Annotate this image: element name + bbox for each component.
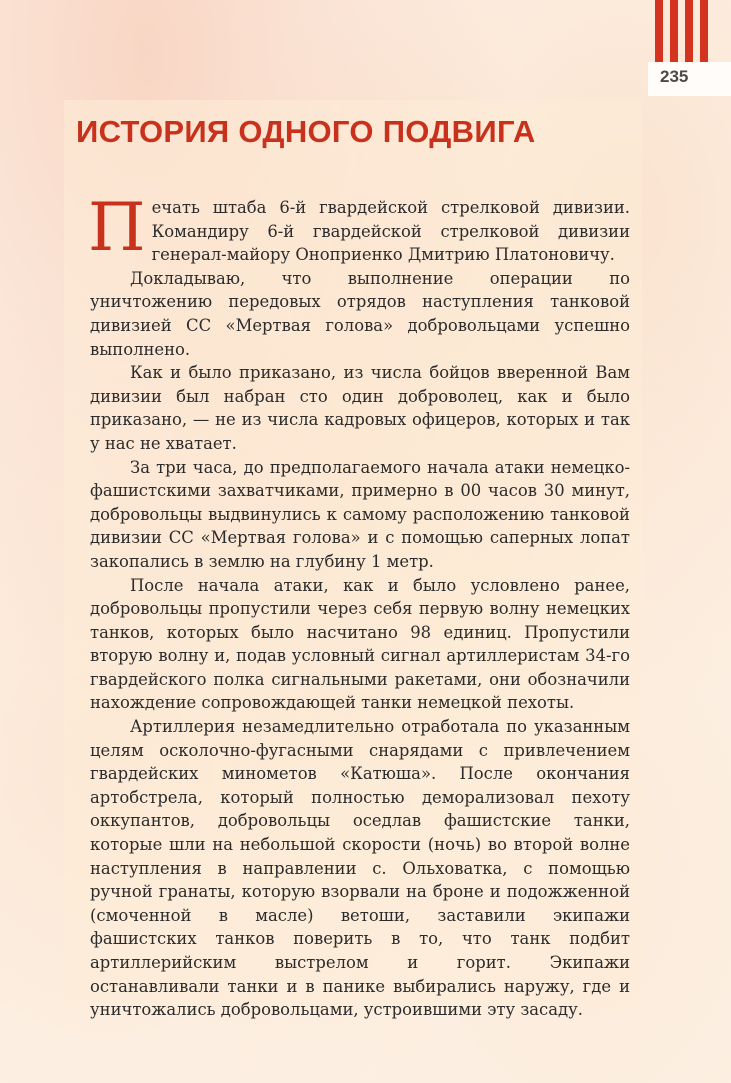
decorative-stripe — [700, 0, 708, 62]
paragraph: За три часа, до предполагаемого начала атаки немецко-фашистскими захватчиками, примерно в 00 часов 30 минут, добровольцы выдвинулись к самому расположению танковой дивизии СС «Мертвая голова» и с помощью саперных лопат закопались в землю на глубину 1 метр. — [90, 457, 630, 571]
paragraph: Артиллерия незамедлительно отработала по указанным целям осколочно-фугасными снарядами с привлечением гвардейских минометов «Катюша». После окончания артобстрела, который полностью деморализовал пехоту оккупантов, добровольцы оседлав фашистские танки, которые шли на небольшой скорости (ночь) во второй волне наступления в направлении с. Ольховатка, с помощью ручной гранаты, которую взорвали на броне и подожженной (смоченной в масле) ветоши, заставили экипажи фашистских танков поверить в то, что танк подбит артиллерийским выстрелом и горит. Экипажи останавливали танки и в панике выбирались наружу, где и уничтожались добровольцами, устроившими эту засаду. — [90, 717, 630, 1020]
article-body — [88, 189, 630, 1022]
decorative-stripe — [670, 0, 678, 62]
paragraph — [88, 189, 630, 267]
decorative-stripe — [655, 0, 663, 62]
paragraph: Докладываю, что выполнение операции по уничтожению передовых отрядов наступления танковой дивизией СС «Мертвая голова» добровольцами успешно выполнено. — [90, 268, 630, 359]
paragraph: После начала атаки, как и было условлено ранее, добровольцы пропустили через себя первую волну немецких танков, которых было насчитано 98 единиц. Пропустили вторую волну и, подав условный сигнал артиллеристам 34-го гвардейского полка сигнальными ракетами, они обозначили нахождение сопровождающей танки немецкой пехоты. — [90, 575, 630, 713]
decorative-stripe — [685, 0, 693, 62]
paragraph: Как и было приказано, из числа бойцов вверенной Вам дивизии был набран сто один доброволец, как и было приказано, — не из числа кадровых офицеров, которых и так у нас не хватает. — [90, 363, 630, 453]
drop-cap: П — [88, 189, 146, 266]
page-title: ИСТОРИЯ ОДНОГО ПОДВИГА — [76, 114, 536, 149]
page-number: 235 — [660, 67, 689, 86]
paragraph-text: ечать штаба 6-й гвардейской стрелковой дивизии. Командиру 6-й гвардейской стрелковой дивизии генерал-майору Оноприенко Дмитрию Платоновичу. — [151, 198, 630, 265]
